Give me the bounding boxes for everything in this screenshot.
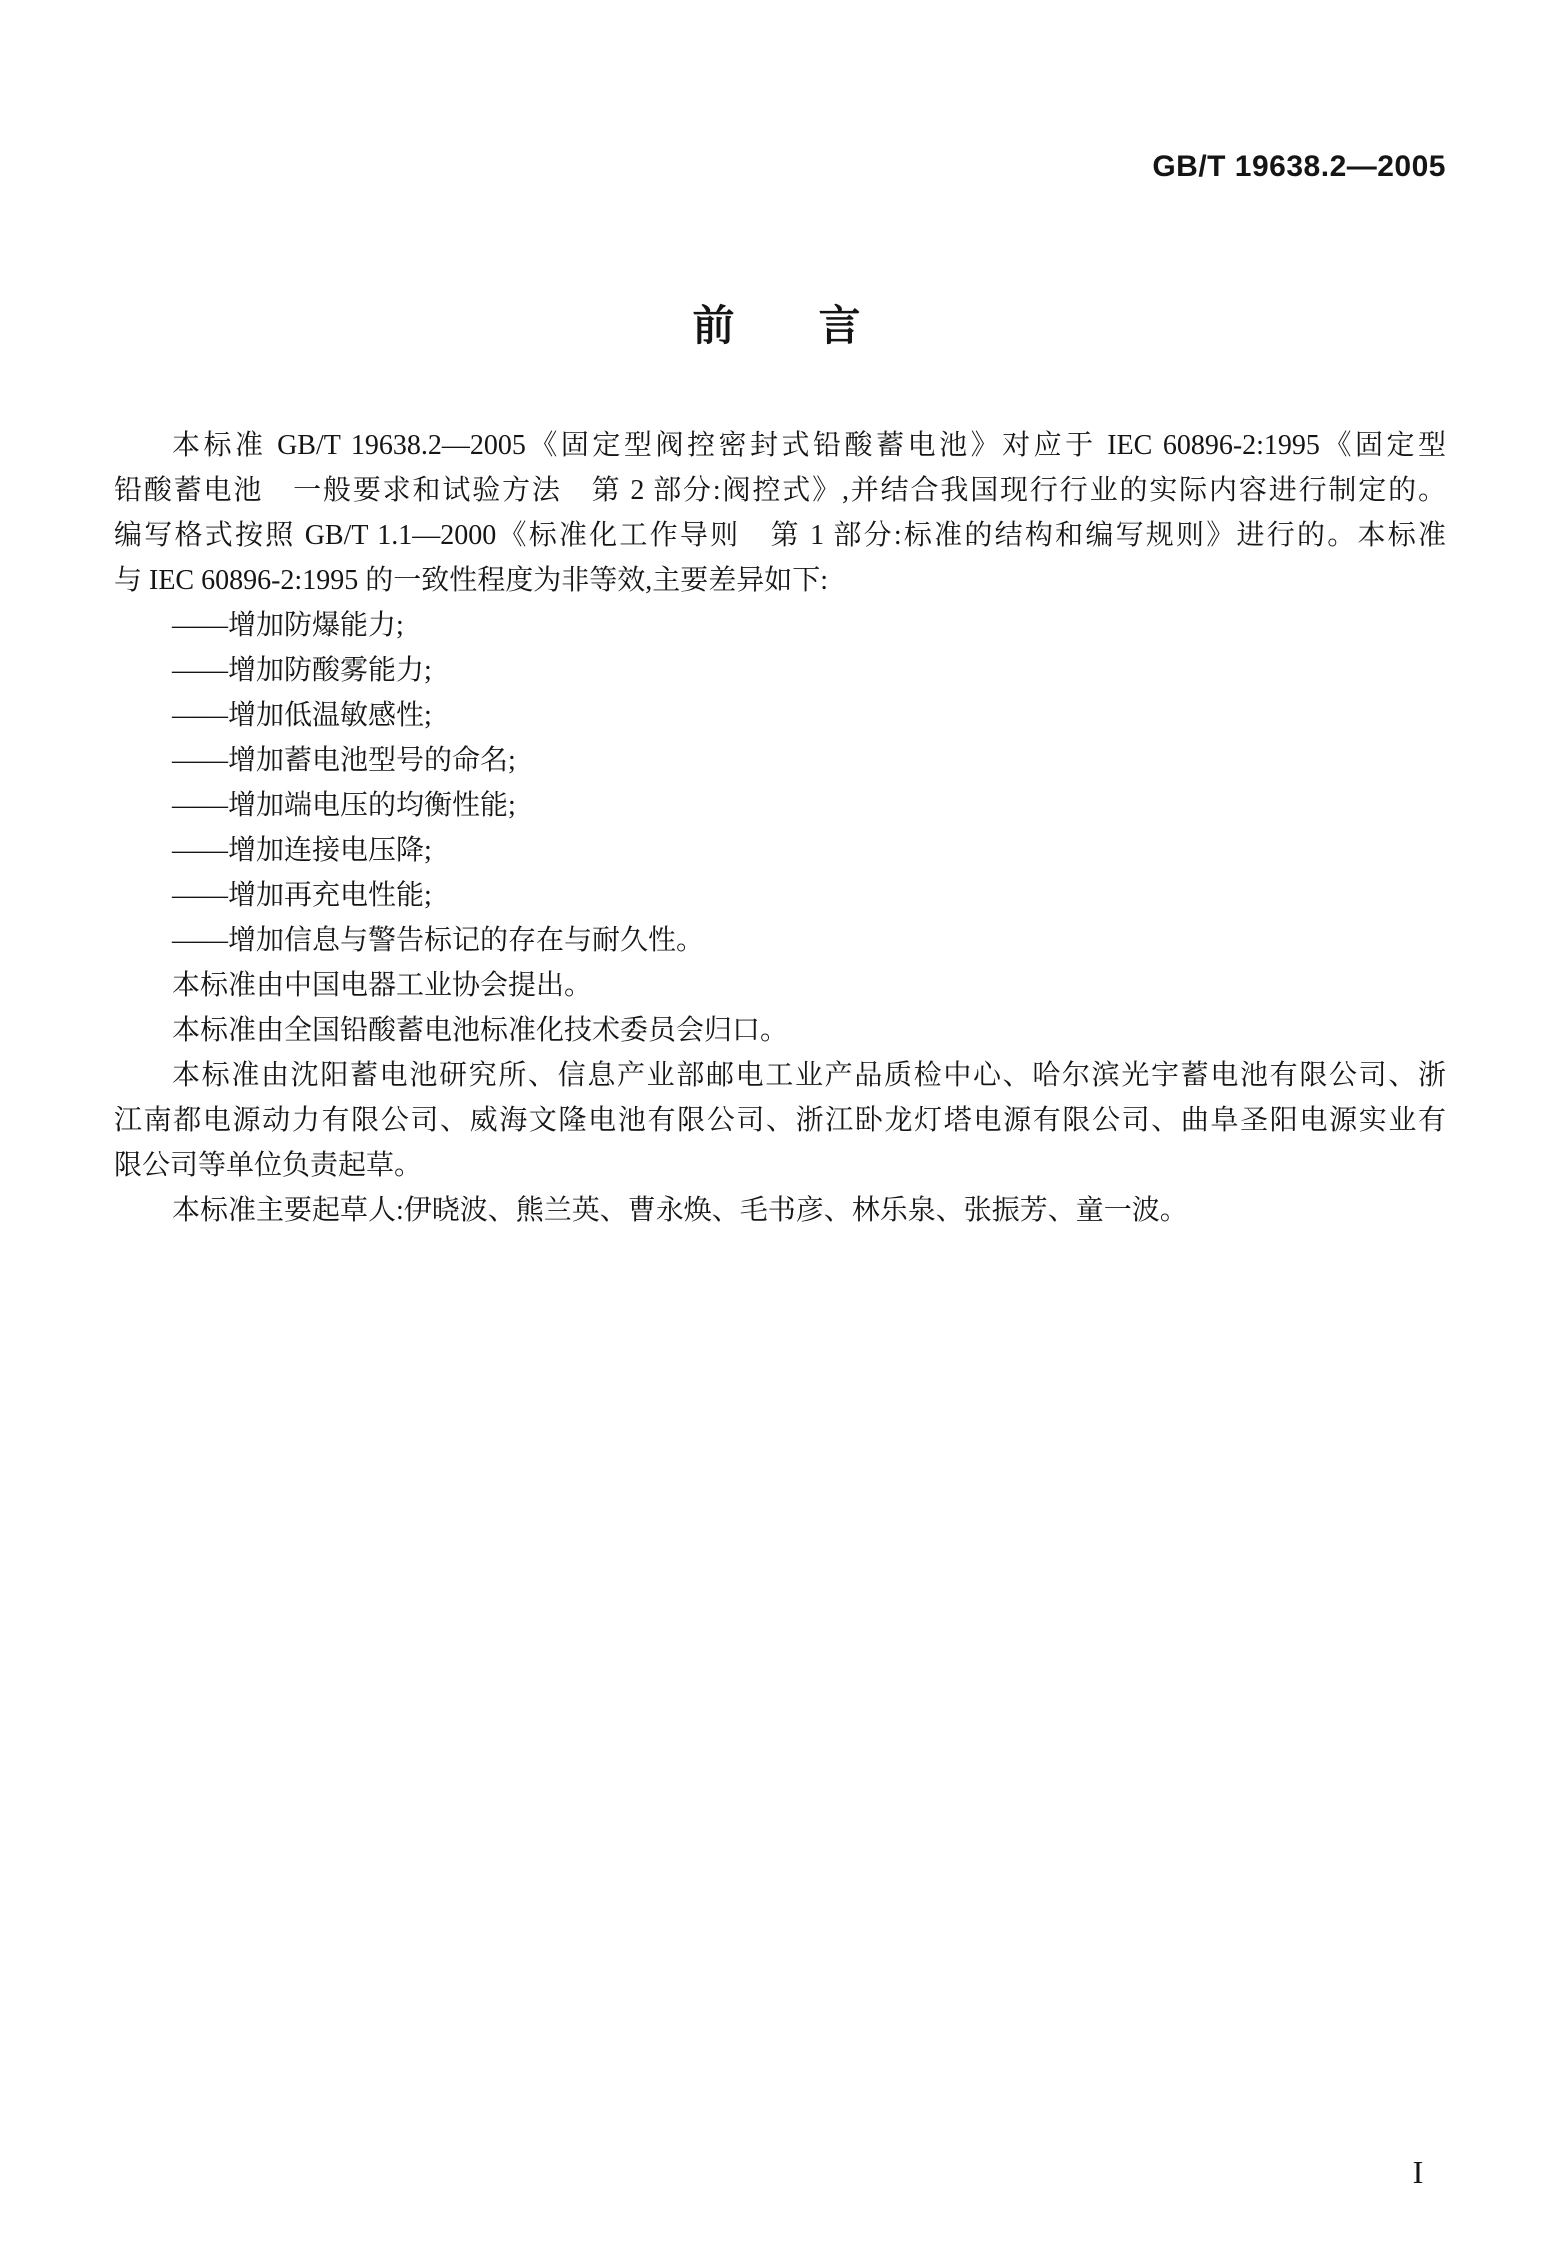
text-line: ——增加蓄电池型号的命名; [172, 745, 516, 776]
text-line: 限公司等单位负责起草。 [114, 1150, 423, 1181]
standard-number: GB/T 19638.2—2005 [1152, 150, 1446, 183]
text-line: 铅酸蓄电池 一般要求和试验方法 第 2 部分:阀控式》,并结合我国现行行业的实际内容进行制定的。 [114, 475, 1446, 506]
text-line: ——增加端电压的均衡性能; [172, 790, 516, 821]
text-line: 编写格式按照 GB/T 1.1—2000《标准化工作导则 第 1 部分:标准的结构和编写规则》进行的。本标准 [114, 520, 1446, 551]
text-line: ——增加信息与警告标记的存在与耐久性。 [172, 925, 705, 956]
text-line: ——增加低温敏感性; [172, 700, 432, 731]
text-line: 本标准由中国电器工业协会提出。 [172, 970, 593, 1001]
text-line: 本标准主要起草人:伊晓波、熊兰英、曹永焕、毛书彦、林乐泉、张振芳、童一波。 [172, 1195, 1188, 1226]
text-line: 本标准 GB/T 19638.2—2005《固定型阀控密封式铅酸蓄电池》对应于 IEC 60896-2:1995《固定型 [172, 430, 1446, 461]
text-line: 江南都电源动力有限公司、威海文隆电池有限公司、浙江卧龙灯塔电源有限公司、曲阜圣阳电源实业有 [114, 1105, 1446, 1136]
page-title: 前 言 [692, 302, 861, 349]
text-line: ——增加防爆能力; [172, 610, 404, 641]
text-line: 本标准由全国铅酸蓄电池标准化技术委员会归口。 [172, 1015, 789, 1046]
body-text [114, 423, 1446, 1233]
text-line: ——增加防酸雾能力; [172, 655, 432, 686]
page-number: I [1412, 2154, 1424, 2190]
text-line: ——增加连接电压降; [172, 835, 432, 866]
text-line: 与 IEC 60896-2:1995 的一致性程度为非等效,主要差异如下: [114, 565, 828, 596]
text-line: ——增加再充电性能; [172, 880, 432, 911]
text-line: 本标准由沈阳蓄电池研究所、信息产业部邮电工业产品质检中心、哈尔滨光宇蓄电池有限公司、浙 [172, 1060, 1446, 1091]
